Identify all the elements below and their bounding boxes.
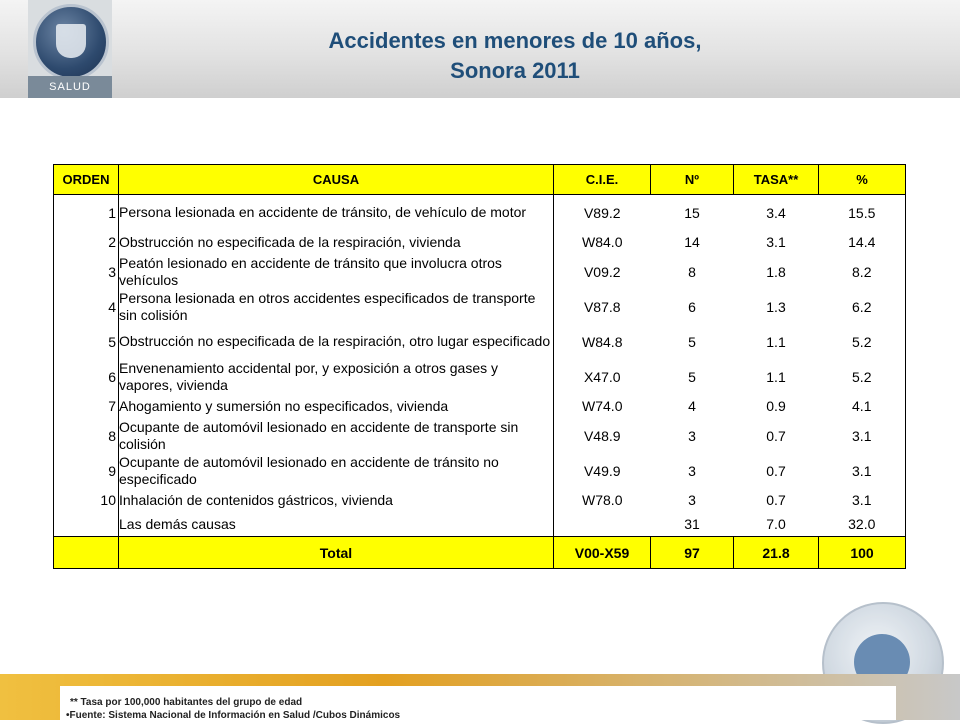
cell-causa: Persona lesionada en accidente de tránsito, de vehículo de motor: [119, 204, 527, 220]
table-body: [54, 195, 906, 569]
footnote-source: •Fuente: Sistema Nacional de Información en Salud /Cubos Dinámicos: [66, 710, 401, 721]
table-row: [54, 324, 906, 359]
cell-tasa: 7.0: [766, 516, 786, 532]
table-row: [54, 359, 906, 394]
cell-causa: Inhalación de contenidos gástricos, vivienda: [119, 491, 393, 508]
cell-orden: 6: [54, 359, 119, 394]
cell-pct: 6.2: [819, 289, 906, 324]
cell-causa: Obstrucción no especificada de la respiración, vivienda: [119, 233, 461, 250]
cell-n: 14: [684, 234, 700, 250]
table-row: [54, 453, 906, 488]
cell-cie: W84.0: [554, 230, 651, 254]
cell-orden: 3: [54, 254, 119, 289]
table-row: [54, 289, 906, 324]
table-row: [54, 418, 906, 453]
cell-cie: W84.8: [554, 324, 651, 359]
cell-orden: 10: [54, 488, 119, 512]
cell-n: 5: [688, 333, 696, 350]
table-row: [54, 512, 906, 537]
cell-tasa: 0.9: [766, 398, 786, 414]
cell-pct: 14.4: [819, 230, 906, 254]
cell-cie: V89.2: [554, 195, 651, 231]
cell-cie: W78.0: [554, 488, 651, 512]
cell-pct: 4.1: [819, 394, 906, 418]
cell-tasa: 0.7: [766, 427, 786, 444]
cell-tasa: 0.7: [766, 462, 786, 479]
cell-orden: 5: [54, 324, 119, 359]
table-row: [54, 230, 906, 254]
total-cell-pct: 100: [819, 537, 906, 569]
cell-tasa: 1.1: [766, 368, 786, 385]
cell-n: 3: [688, 462, 696, 479]
cell-cie: V49.9: [554, 453, 651, 488]
cell-cie: X47.0: [554, 359, 651, 394]
cell-causa: Ocupante de automóvil lesionado en accidente de transporte sin colisión: [119, 418, 519, 452]
cell-orden: 8: [54, 418, 119, 453]
header-pct: %: [819, 165, 906, 195]
footnote-rate: ** Tasa por 100,000 habitantes del grupo de edad: [70, 697, 303, 708]
cell-pct: 3.1: [819, 488, 906, 512]
header-causa: CAUSA: [119, 165, 554, 195]
cell-n: 15: [684, 204, 700, 221]
cell-causa: Ahogamiento y sumersión no especificados, vivienda: [119, 397, 449, 414]
cell-orden: 4: [54, 289, 119, 324]
cell-causa: Peatón lesionado en accidente de tránsito que involucra otros vehículos: [119, 254, 502, 288]
logo-label: SALUD: [28, 76, 112, 98]
cell-cie: W74.0: [554, 394, 651, 418]
cell-causa: Ocupante de automóvil lesionado en accidente de tránsito no especificado: [119, 453, 499, 487]
cell-tasa: 0.7: [766, 492, 786, 508]
total-cell-empty: [54, 537, 119, 569]
header-orden: ORDEN: [54, 165, 119, 195]
cell-n: 5: [688, 368, 696, 385]
total-cell-n: 97: [651, 537, 734, 569]
total-cell-tasa: 21.8: [734, 537, 819, 569]
cell-pct: 32.0: [819, 512, 906, 537]
cell-causa: Persona lesionada en otros accidentes especificados de transporte sin colisión: [119, 289, 536, 323]
header-banner: [0, 0, 960, 98]
cell-tasa: 3.1: [766, 234, 786, 250]
cell-pct: 5.2: [819, 324, 906, 359]
cell-pct: 8.2: [819, 254, 906, 289]
cell-cie: V09.2: [554, 254, 651, 289]
cell-n: 3: [688, 427, 696, 444]
cell-orden: 1: [54, 195, 119, 231]
title-line-2: Sonora 2011: [450, 58, 580, 83]
cell-causa: Envenenamiento accidental por, y exposición a otros gases y vapores, vivienda: [119, 359, 499, 393]
cell-cie: [554, 512, 651, 537]
cell-orden: 2: [54, 230, 119, 254]
cell-tasa: 1.1: [766, 333, 786, 350]
cell-n: 4: [688, 398, 696, 414]
cell-tasa: 1.3: [766, 298, 786, 315]
table-row: [54, 488, 906, 512]
cell-tasa: 3.4: [766, 204, 786, 221]
title-line-1: Accidentes en menores de 10 años,: [328, 28, 702, 53]
table-header-row: [54, 165, 906, 195]
header-cie: C.I.E.: [554, 165, 651, 195]
cell-causa: Obstrucción no especificada de la respiración, otro lugar especificado: [119, 333, 551, 349]
cell-n: 6: [688, 298, 696, 315]
table-row: [54, 254, 906, 289]
header-n: Nº: [651, 165, 734, 195]
total-cell-label: Total: [119, 537, 554, 569]
header-tasa: TASA**: [734, 165, 819, 195]
cell-pct: 5.2: [819, 359, 906, 394]
cell-tasa: 1.8: [766, 263, 786, 280]
table-row: [54, 195, 906, 231]
cell-orden: [54, 512, 119, 537]
cell-n: 8: [688, 263, 696, 280]
cell-cie: V48.9: [554, 418, 651, 453]
cell-n: 31: [684, 516, 700, 532]
cell-n: 3: [688, 492, 696, 508]
table-row: [54, 394, 906, 418]
cell-causa: Las demás causas: [119, 515, 236, 532]
accidents-table: [53, 164, 906, 569]
cell-orden: 9: [54, 453, 119, 488]
cell-pct: 3.1: [819, 418, 906, 453]
page-title: [0, 26, 960, 86]
cell-cie: V87.8: [554, 289, 651, 324]
cell-pct: 15.5: [819, 195, 906, 231]
cell-pct: 3.1: [819, 453, 906, 488]
cell-orden: 7: [54, 394, 119, 418]
total-row: [54, 537, 906, 569]
total-cell-cie: V00-X59: [554, 537, 651, 569]
